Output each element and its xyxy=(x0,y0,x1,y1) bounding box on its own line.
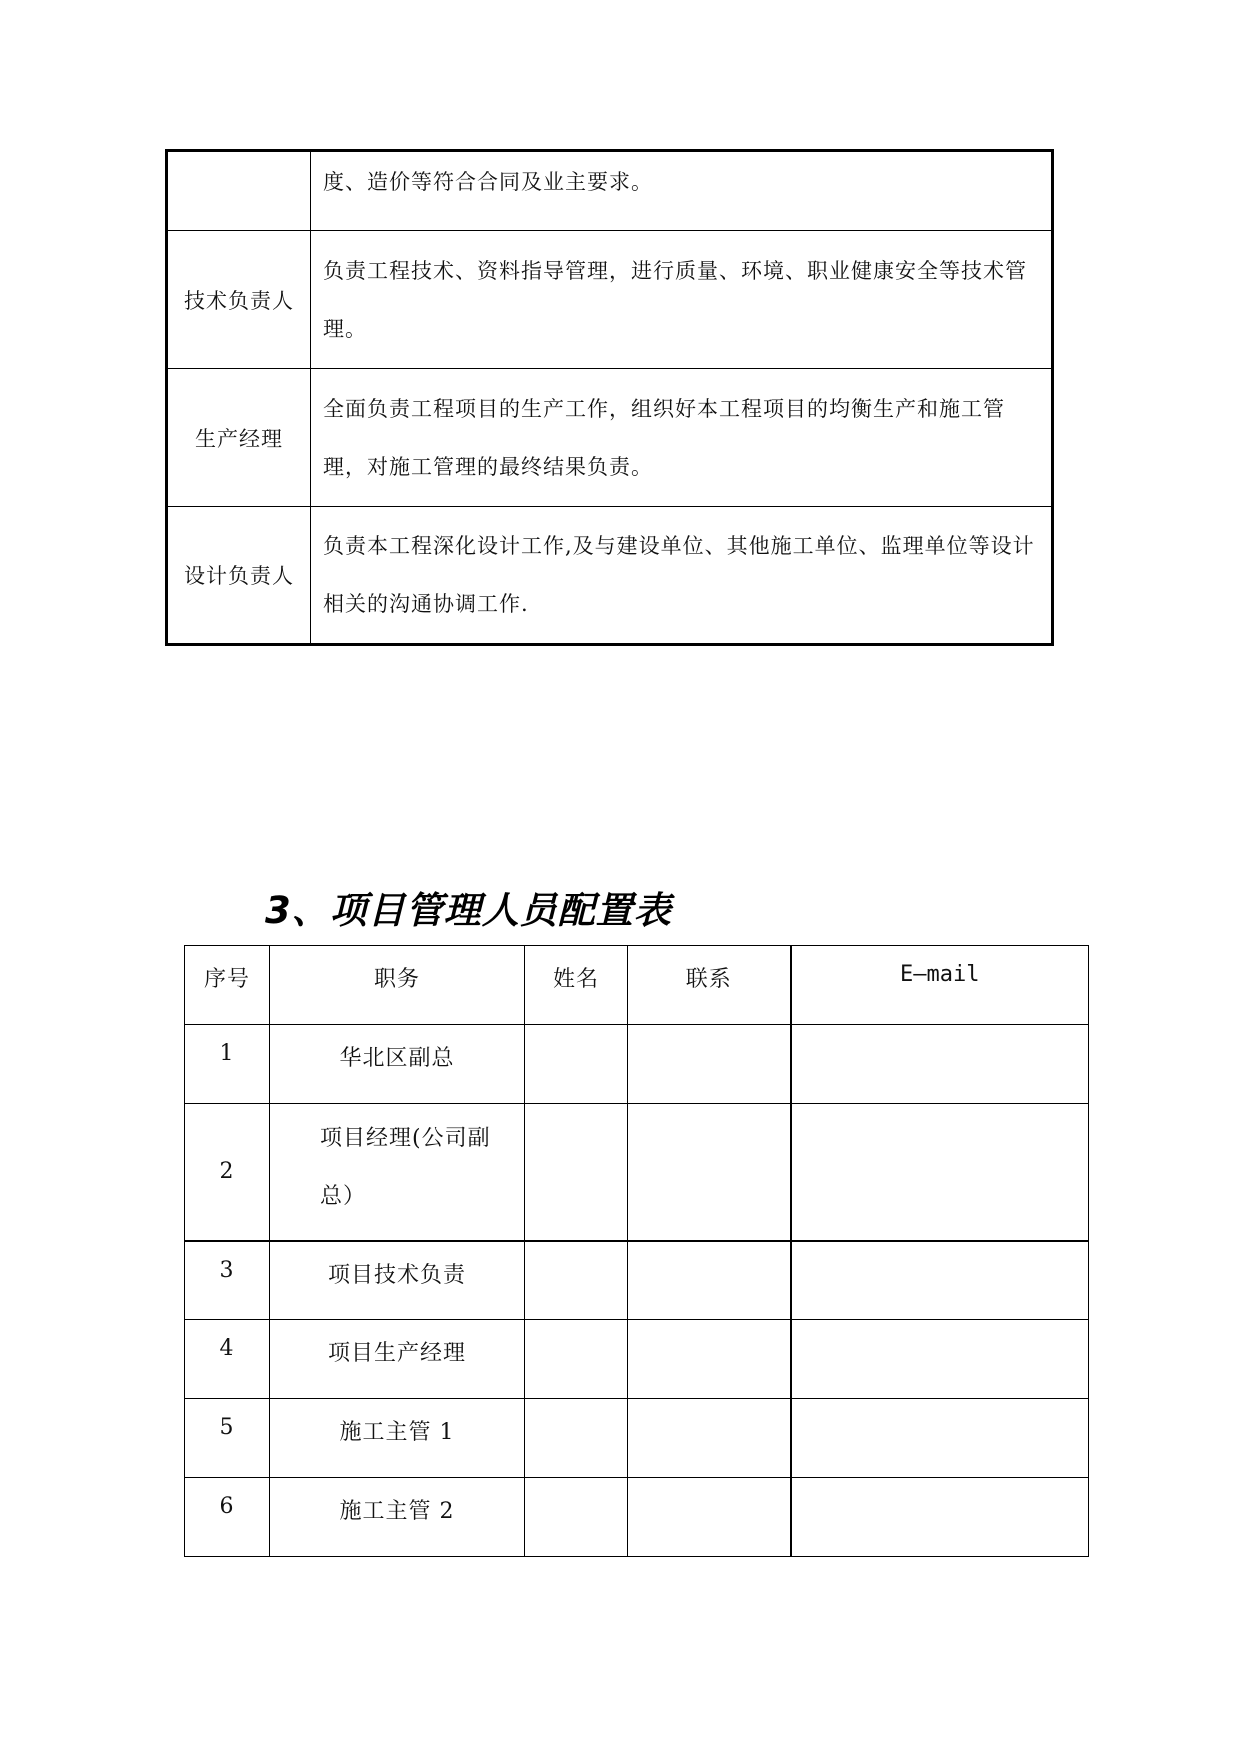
duty-role: 设计负责人 xyxy=(167,507,311,645)
duty-description: 度、造价等符合合同及业主要求。 xyxy=(311,151,1053,231)
duty-description: 全面负责工程项目的生产工作，组织好本工程项目的均衡生产和施工管理，对施工管理的最终结果负责。 xyxy=(311,369,1053,507)
header-name: 姓名 xyxy=(525,946,628,1025)
staff-position: 施工主管 2 xyxy=(270,1478,525,1557)
staff-no: 3 xyxy=(185,1241,270,1320)
staff-row xyxy=(185,1241,1089,1320)
staff-table xyxy=(184,945,1089,1557)
staff-name xyxy=(525,1241,628,1320)
staff-row xyxy=(185,1478,1089,1557)
duty-role: 生产经理 xyxy=(167,369,311,507)
staff-row xyxy=(185,1399,1089,1478)
duty-description: 负责本工程深化设计工作,及与建设单位、其他施工单位、监理单位等设计相关的沟通协调工作. xyxy=(311,507,1053,645)
staff-email xyxy=(791,1320,1089,1399)
staff-position: 项目生产经理 xyxy=(270,1320,525,1399)
staff-no: 5 xyxy=(185,1399,270,1478)
header-position: 职务 xyxy=(270,946,525,1025)
duty-role: 技术负责人 xyxy=(167,231,311,369)
staff-name xyxy=(525,1104,628,1241)
staff-position: 华北区副总 xyxy=(270,1025,525,1104)
staff-row xyxy=(185,1320,1089,1399)
staff-no: 6 xyxy=(185,1478,270,1557)
staff-email xyxy=(791,1478,1089,1557)
duty-description: 负责工程技术、资料指导管理，进行质量、环境、职业健康安全等技术管理。 xyxy=(311,231,1053,369)
staff-row xyxy=(185,1104,1089,1241)
staff-header-row xyxy=(185,946,1089,1025)
staff-contact xyxy=(628,1104,791,1241)
staff-name xyxy=(525,1320,628,1399)
staff-contact xyxy=(628,1025,791,1104)
staff-email xyxy=(791,1399,1089,1478)
staff-no: 4 xyxy=(185,1320,270,1399)
duty-row xyxy=(167,369,1053,507)
staff-name xyxy=(525,1399,628,1478)
staff-row xyxy=(185,1025,1089,1104)
staff-no: 1 xyxy=(185,1025,270,1104)
staff-name xyxy=(525,1025,628,1104)
section-heading: 3、项目管理人员配置表 xyxy=(265,889,672,932)
header-no: 序号 xyxy=(185,946,270,1025)
staff-email xyxy=(791,1025,1089,1104)
duty-row xyxy=(167,231,1053,369)
duty-table xyxy=(165,149,1054,646)
header-email: E—mail xyxy=(791,946,1089,1025)
staff-contact xyxy=(628,1478,791,1557)
duty-role xyxy=(167,151,311,231)
staff-contact xyxy=(628,1399,791,1478)
staff-email xyxy=(791,1241,1089,1320)
duty-row xyxy=(167,507,1053,645)
staff-email xyxy=(791,1104,1089,1241)
staff-contact xyxy=(628,1320,791,1399)
staff-no: 2 xyxy=(185,1104,270,1241)
staff-contact xyxy=(628,1241,791,1320)
staff-position: 施工主管 1 xyxy=(270,1399,525,1478)
header-contact: 联系 xyxy=(628,946,791,1025)
duty-row xyxy=(167,151,1053,231)
staff-position: 项目技术负责 xyxy=(270,1241,525,1320)
staff-name xyxy=(525,1478,628,1557)
staff-position: 项目经理(公司副总） xyxy=(270,1104,525,1241)
